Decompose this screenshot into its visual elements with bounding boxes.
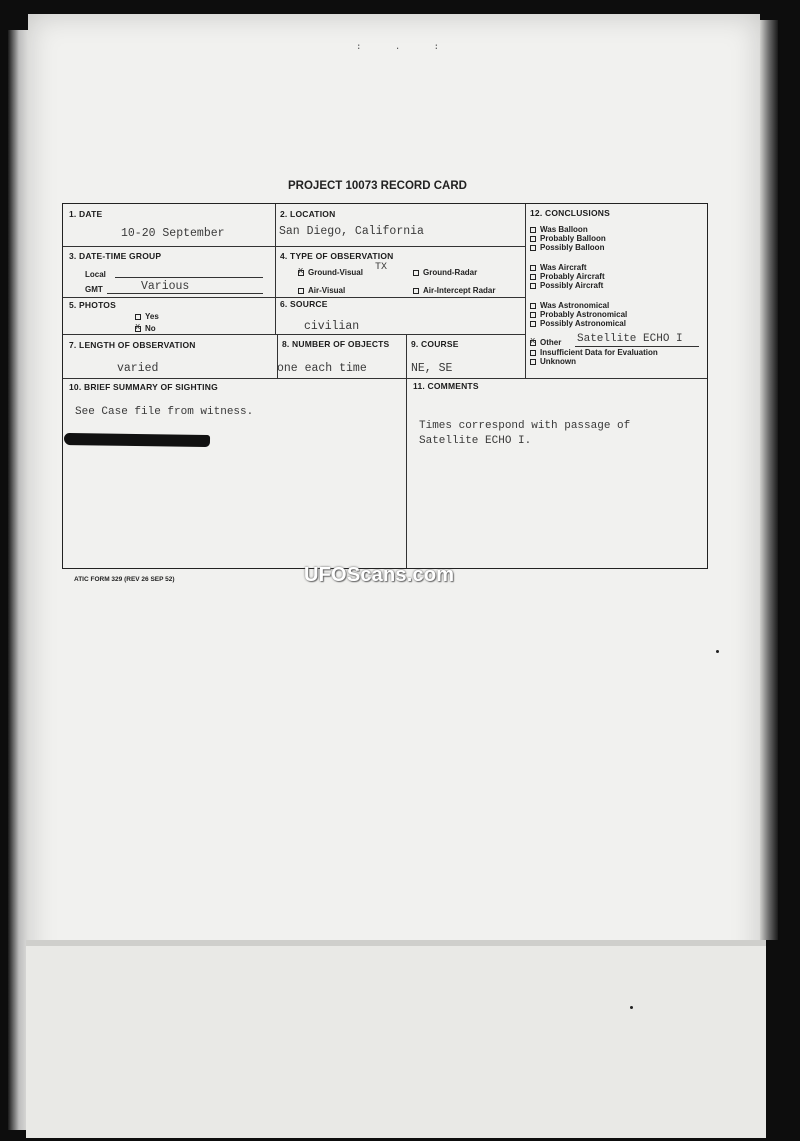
- top-marks: : . :: [356, 42, 454, 52]
- dust-speck: [630, 1006, 633, 1009]
- was-aircraft-label: Was Aircraft: [540, 263, 587, 272]
- conclusion-other: [530, 338, 561, 347]
- date-label: 1. DATE: [69, 209, 103, 219]
- form-number: ATIC FORM 329 (REV 26 SEP 52): [74, 576, 175, 583]
- number-of-objects-value: one each time: [277, 362, 367, 375]
- probably-astronomical-label: Probably Astronomical: [540, 310, 628, 319]
- photos-no-checkbox: [135, 326, 141, 332]
- page-lower-fold: [26, 940, 766, 1138]
- other-underline: [575, 346, 699, 347]
- was-aircraft-checkbox: [530, 265, 536, 271]
- conclusion-possibly-astronomical: [530, 319, 626, 328]
- was-astronomical-checkbox: [530, 303, 536, 309]
- gmt-label: GMT: [85, 285, 103, 294]
- conclusion-was-astronomical: [530, 301, 609, 310]
- length-value: varied: [117, 362, 159, 375]
- local-underline: [115, 277, 263, 278]
- option-air-visual: [298, 286, 345, 295]
- date-time-group-label: 3. DATE-TIME GROUP: [69, 251, 162, 261]
- air-intercept-radar-checkbox: [413, 288, 419, 294]
- was-balloon-label: Was Balloon: [540, 225, 588, 234]
- unknown-checkbox: [530, 359, 536, 365]
- possibly-astronomical-checkbox: [530, 321, 536, 327]
- photos-no-label: No: [145, 324, 156, 333]
- location-label: 2. LOCATION: [280, 209, 336, 219]
- option-photos-yes: [135, 312, 159, 321]
- photos-label: 5. PHOTOS: [69, 300, 116, 310]
- was-astronomical-label: Was Astronomical: [540, 301, 610, 310]
- conclusion-insufficient-data: [530, 348, 658, 357]
- probably-balloon-checkbox: [530, 236, 536, 242]
- gmt-underline: [107, 293, 263, 294]
- divider-h-row3: [63, 334, 525, 335]
- conclusion-possibly-aircraft: [530, 281, 603, 290]
- dust-speck: [716, 650, 719, 653]
- scan-right-edge: [760, 20, 778, 940]
- conclusion-probably-aircraft: [530, 272, 605, 281]
- course-value: NE, SE: [411, 362, 453, 375]
- record-card-form: [62, 203, 708, 569]
- photos-yes-checkbox: [135, 314, 141, 320]
- watermark: UFOScans.com: [304, 564, 455, 586]
- date-value: 10-20 September: [121, 227, 225, 240]
- conclusion-probably-balloon: [530, 234, 606, 243]
- insufficient-data-checkbox: [530, 350, 536, 356]
- type-of-observation-label: 4. TYPE OF OBSERVATION: [280, 251, 394, 261]
- number-of-objects-label: 8. NUMBER OF OBJECTS: [282, 339, 390, 349]
- possibly-balloon-checkbox: [530, 245, 536, 251]
- conclusion-was-aircraft: [530, 263, 587, 272]
- possibly-balloon-label: Possibly Balloon: [540, 243, 605, 252]
- conclusion-probably-astronomical: [530, 310, 627, 319]
- course-label: 9. COURSE: [411, 339, 459, 349]
- divider-h-row4: [63, 378, 707, 379]
- comments-line-2: Satellite ECHO I.: [419, 435, 532, 447]
- redaction-mark: [64, 433, 210, 447]
- possibly-aircraft-checkbox: [530, 283, 536, 289]
- divider-h-row2: [63, 297, 525, 298]
- summary-value: See Case file from witness.: [75, 406, 254, 418]
- insufficient-data-label: Insufficient Data for Evaluation: [540, 348, 658, 357]
- comments-line-1: Times correspond with passage of: [419, 420, 631, 432]
- divider-h-row1: [63, 246, 525, 247]
- length-label: 7. LENGTH OF OBSERVATION: [69, 340, 196, 350]
- local-label: Local: [85, 270, 106, 279]
- air-intercept-radar-label: Air-Intercept Radar: [423, 286, 496, 295]
- probably-aircraft-checkbox: [530, 274, 536, 280]
- other-value: Satellite ECHO I: [577, 333, 683, 345]
- option-air-intercept-radar: [413, 286, 495, 295]
- conclusion-possibly-balloon: [530, 243, 604, 252]
- photos-yes-label: Yes: [145, 312, 159, 321]
- unknown-label: Unknown: [540, 357, 576, 366]
- source-label: 6. SOURCE: [280, 299, 328, 309]
- possibly-aircraft-label: Possibly Aircraft: [540, 281, 604, 290]
- card-title: PROJECT 10073 RECORD CARD: [288, 180, 467, 192]
- probably-aircraft-label: Probably Aircraft: [540, 272, 605, 281]
- conclusions-label: 12. CONCLUSIONS: [530, 208, 610, 218]
- was-balloon-checkbox: [530, 227, 536, 233]
- option-photos-no: [135, 324, 156, 333]
- divider-v-location-conclusions: [525, 204, 526, 378]
- ground-visual-label: Ground-Visual: [308, 268, 363, 277]
- divider-v-date-location: [275, 204, 276, 334]
- source-value: civilian: [304, 320, 360, 333]
- other-checkbox: [530, 340, 536, 346]
- probably-astronomical-checkbox: [530, 312, 536, 318]
- conclusion-unknown: [530, 357, 576, 366]
- ground-visual-checkbox: [298, 270, 304, 276]
- ground-visual-note: TX: [375, 262, 388, 273]
- summary-label: 10. BRIEF SUMMARY OF SIGHTING: [69, 382, 218, 392]
- option-ground-radar: [413, 268, 477, 277]
- option-ground-visual: [298, 268, 363, 277]
- comments-label: 11. COMMENTS: [413, 381, 479, 391]
- possibly-astronomical-label: Possibly Astronomical: [540, 319, 626, 328]
- other-label: Other: [540, 338, 562, 347]
- air-visual-label: Air-Visual: [308, 286, 346, 295]
- location-value: San Diego, California: [279, 225, 424, 238]
- ground-radar-checkbox: [413, 270, 419, 276]
- ground-radar-label: Ground-Radar: [423, 268, 478, 277]
- divider-v-course: [406, 334, 407, 568]
- probably-balloon-label: Probably Balloon: [540, 234, 606, 243]
- gmt-value: Various: [141, 280, 190, 293]
- air-visual-checkbox: [298, 288, 304, 294]
- conclusion-was-balloon: [530, 225, 588, 234]
